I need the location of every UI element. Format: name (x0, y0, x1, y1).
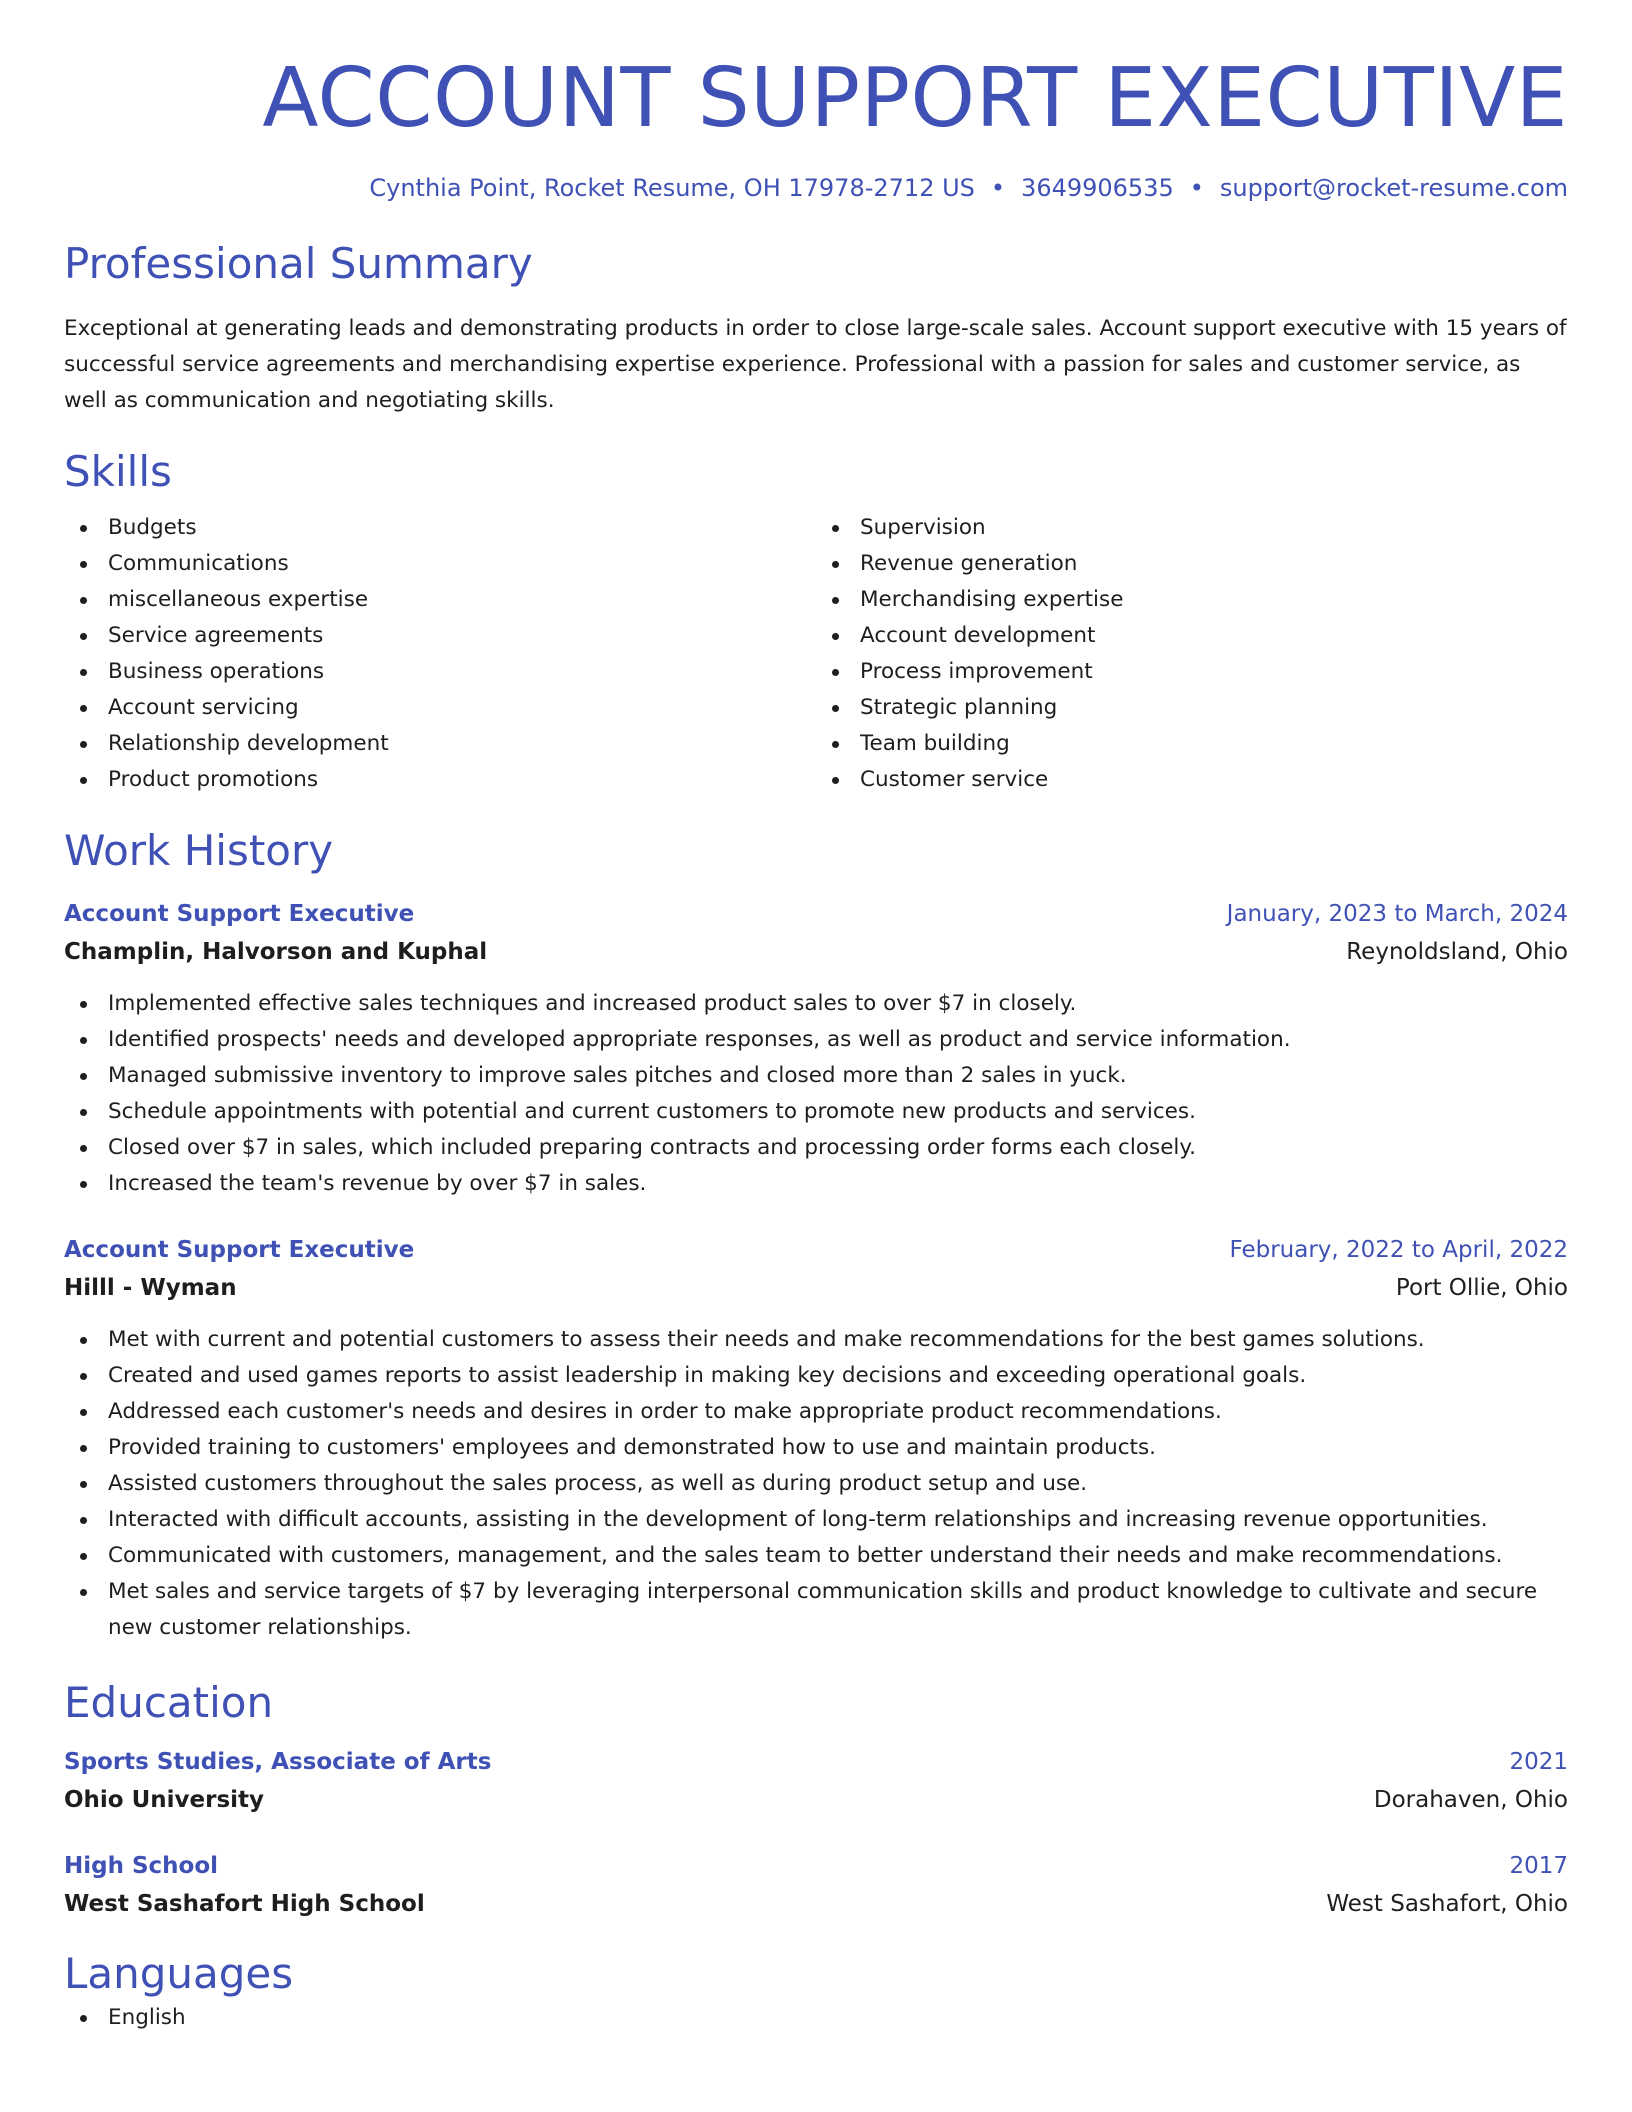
work-heading: Work History (64, 825, 334, 875)
contact-phone: 3649906535 (1021, 174, 1174, 202)
skill-item: Team building (816, 726, 1568, 762)
skill-item: Service agreements (64, 618, 816, 654)
job-bullet: Met with current and potential customers to assess their needs and make recommendations for the best games solutions. (64, 1322, 1568, 1358)
skill-item: Communications (64, 546, 816, 582)
job-bullet: Managed submissive inventory to improve sales pitches and closed more than 2 sales in yuck. (64, 1058, 1568, 1094)
work-entry-header (64, 1236, 1568, 1266)
skills-heading: Skills (64, 447, 172, 497)
job-bullet: Created and used games reports to assist leadership in making key decisions and exceeding operational goals. (64, 1358, 1568, 1394)
work-entry (64, 900, 1568, 1202)
skill-item: Customer service (816, 762, 1568, 798)
contact-address: Cynthia Point, Rocket Resume, OH 17978-2712 US (369, 174, 975, 202)
skills-right-list (816, 510, 1568, 798)
education-school: West Sashafort High School (64, 1890, 425, 1917)
job-bullet: Closed over $7 in sales, which included preparing contracts and processing order forms each closely. (64, 1130, 1568, 1166)
job-bullet: Communicated with customers, management, and the sales team to better understand their needs and make recommendations. (64, 1538, 1568, 1574)
job-dates: January, 2023 to March, 2024 (1226, 900, 1568, 927)
summary-text: Exceptional at generating leads and demonstrating products in order to close large-scale sales. Account support executive with 15 years of successful service agreements and merchandising expertise experience. Professional with a passion for sales and customer service, as well as communication and negotiating skills. (64, 316, 1567, 414)
contact-email: support@rocket-resume.com (1219, 174, 1568, 202)
language-item: English (64, 2000, 1568, 2036)
resume-name: ACCOUNT SUPPORT EXECUTIVE (262, 51, 1568, 146)
summary-heading: Professional Summary (64, 238, 533, 288)
work-entry-subheader (64, 938, 1568, 968)
education-entry-header (64, 1852, 1568, 1882)
skill-item: Budgets (64, 510, 816, 546)
job-bullet: Assisted customers throughout the sales process, as well as during product setup and use. (64, 1466, 1568, 1502)
education-degree: Sports Studies, Associate of Arts (64, 1748, 492, 1775)
work-entry (64, 1236, 1568, 1646)
skill-item: Strategic planning (816, 690, 1568, 726)
education-entry (64, 1852, 1568, 1920)
education-year: 2021 (1509, 1748, 1568, 1775)
skill-item: Relationship development (64, 726, 816, 762)
education-degree: High School (64, 1852, 219, 1879)
resume-page (64, 0, 1568, 2036)
contact-separator: • (990, 174, 1006, 202)
education-school: Ohio University (64, 1786, 265, 1813)
work-entry-subheader (64, 1274, 1568, 1304)
skills-grid (64, 510, 1568, 798)
job-bullet: Identified prospects' needs and developed appropriate responses, as well as product and service information. (64, 1022, 1568, 1058)
skill-item: Business operations (64, 654, 816, 690)
skill-item: miscellaneous expertise (64, 582, 816, 618)
skill-item: Supervision (816, 510, 1568, 546)
job-bullet: Provided training to customers' employees and demonstrated how to use and maintain products. (64, 1430, 1568, 1466)
contact-line (64, 174, 1568, 203)
job-dates: February, 2022 to April, 2022 (1229, 1236, 1568, 1263)
job-title: Account Support Executive (64, 900, 415, 927)
job-location: Port Ollie, Ohio (1395, 1274, 1568, 1301)
work-entry-header (64, 900, 1568, 930)
education-entry-subheader (64, 1786, 1568, 1816)
job-bullets (64, 1322, 1568, 1646)
job-bullets (64, 986, 1568, 1202)
skill-item: Account servicing (64, 690, 816, 726)
skill-item: Account development (816, 618, 1568, 654)
skill-item: Product promotions (64, 762, 816, 798)
job-bullet: Schedule appointments with potential and current customers to promote new products and services. (64, 1094, 1568, 1130)
job-company: Champlin, Halvorson and Kuphal (64, 938, 488, 965)
job-title: Account Support Executive (64, 1236, 415, 1263)
education-location: West Sashafort, Ohio (1326, 1890, 1568, 1917)
job-location: Reynoldsland, Ohio (1346, 938, 1568, 965)
job-bullet: Met sales and service targets of $7 by leveraging interpersonal communication skills and product knowledge to cultivate and secure new customer relationships. (64, 1574, 1568, 1646)
job-bullet: Implemented effective sales techniques and increased product sales to over $7 in closely. (64, 986, 1568, 1022)
skill-item: Merchandising expertise (816, 582, 1568, 618)
skills-left-list (64, 510, 816, 798)
job-bullet: Addressed each customer's needs and desires in order to make appropriate product recommendations. (64, 1394, 1568, 1430)
education-entry (64, 1748, 1568, 1816)
skill-item: Revenue generation (816, 546, 1568, 582)
contact-separator: • (1189, 174, 1204, 202)
job-company: Hilll - Wyman (64, 1274, 237, 1301)
job-bullet: Interacted with difficult accounts, assisting in the development of long-term relationships and increasing revenue opportunities. (64, 1502, 1568, 1538)
job-bullet: Increased the team's revenue by over $7 in sales. (64, 1166, 1568, 1202)
education-location: Dorahaven, Ohio (1373, 1786, 1568, 1813)
education-heading: Education (64, 1677, 274, 1727)
languages-list (64, 2000, 1568, 2036)
education-entry-header (64, 1748, 1568, 1778)
education-year: 2017 (1509, 1852, 1568, 1879)
education-entry-subheader (64, 1890, 1568, 1920)
languages-heading: Languages (64, 1949, 294, 1999)
skill-item: Process improvement (816, 654, 1568, 690)
